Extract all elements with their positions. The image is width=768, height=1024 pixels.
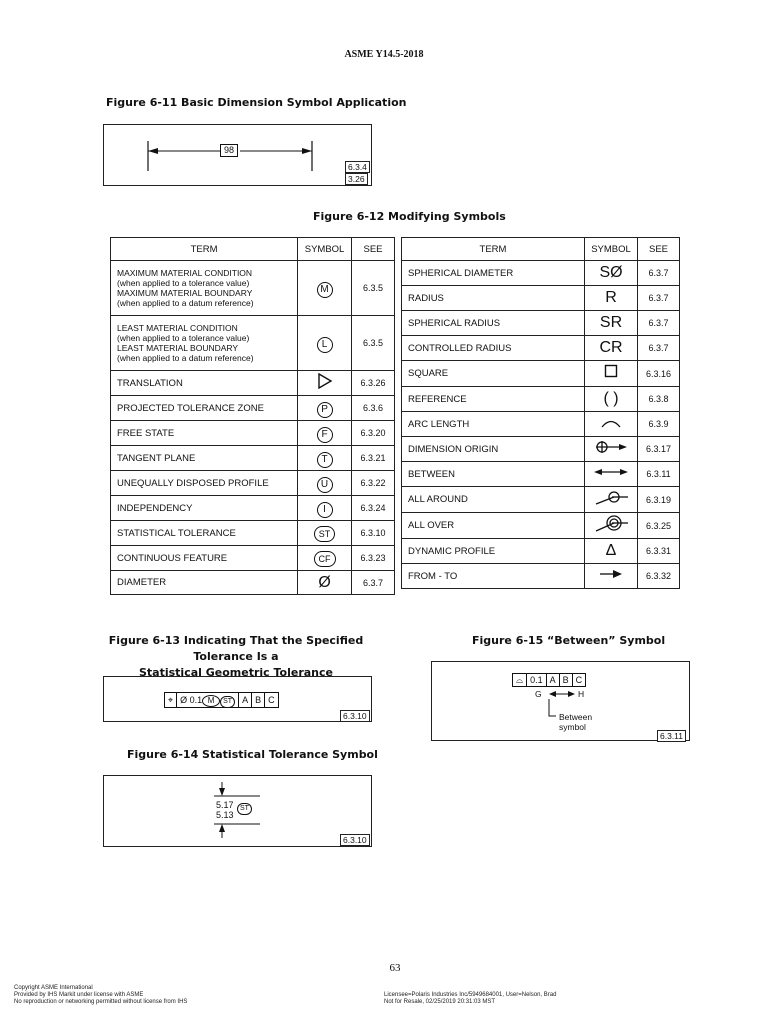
see-cell: 6.3.5 [352,261,395,316]
column-header-symbol: SYMBOL [298,238,352,261]
document-header: ASME Y14.5-2018 [344,49,424,60]
see-cell: 6.3.7 [638,311,680,336]
statistical-icon: ST [220,696,235,708]
figure-6-15-frame [431,661,690,741]
callout-text [559,712,592,732]
reference-icon: ( ) [585,387,638,412]
table-row [402,539,680,564]
table-row [111,371,395,396]
spherical-diameter-icon: SØ [585,261,638,286]
see-cell: 6.3.32 [638,564,680,589]
radius-icon: R [585,286,638,311]
see-cell: 6.3.7 [638,286,680,311]
see-cell: 6.3.24 [352,496,395,521]
table-row [402,311,680,336]
modifying-symbols-table-left [110,237,395,595]
column-header-term: TERM [402,238,585,261]
mmc-icon: M [298,261,352,316]
term-cell: ALL OVER [402,513,585,539]
see-cell: 6.3.10 [352,521,395,546]
between-icon [585,462,638,487]
term-cell: DYNAMIC PROFILE [402,539,585,564]
column-header-see: SEE [352,238,395,261]
footer-line: Licensee=Polaris Industries Inc/5949684001, User=Nelson, Brad [384,992,557,998]
spherical-radius-icon: SR [585,311,638,336]
see-cell: 6.3.11 [638,462,680,487]
table-row [111,496,395,521]
ref-tag: 6.3.10 [340,710,370,722]
term-cell: FROM - TO [402,564,585,589]
see-cell: 6.3.9 [638,412,680,437]
term-cell: TANGENT PLANE [111,446,298,471]
basic-dimension-box: 98 [220,144,238,157]
see-cell: 6.3.7 [638,336,680,361]
statistical-icon: ST [298,521,352,546]
term-cell: ARC LENGTH [402,412,585,437]
table-row [402,412,680,437]
term-cell: MAXIMUM MATERIAL CONDITION (when applied to a tolerance value) MAXIMUM MATERIAL BOUNDARY (when applied to a datum reference) [111,261,298,316]
term-cell: BETWEEN [402,462,585,487]
free-state-icon: F [298,421,352,446]
table-row [111,421,395,446]
tolerance-cell [176,693,238,707]
footer-right [384,992,556,1006]
see-cell: 6.3.17 [638,437,680,462]
translation-icon [298,371,352,396]
footer-line: Provided by IHS Markit under license with ASME [14,992,144,998]
continuous-feature-icon: CF [298,546,352,571]
independency-icon: I [298,496,352,521]
figure-6-12-title: Figure 6-12 Modifying Symbols [313,210,506,223]
term-cell: DIAMETER [111,571,298,595]
term-cell: DIMENSION ORIGIN [402,437,585,462]
all-over-icon [585,513,638,539]
datum-cell: A [546,674,559,686]
term-cell: STATISTICAL TOLERANCE [111,521,298,546]
ref-tag: 6.3.11 [657,730,686,742]
see-cell: 6.3.31 [638,539,680,564]
figure-6-11-title: Figure 6-11 Basic Dimension Symbol Application [106,96,407,109]
term-cell: RADIUS [402,286,585,311]
term-cell: SQUARE [402,361,585,387]
see-cell: 6.3.6 [352,396,395,421]
see-cell: 6.3.20 [352,421,395,446]
limit-dimension [216,800,234,820]
statistical-icon: ST [237,803,252,815]
arc-length-icon [585,412,638,437]
position-icon: ⌖ [168,695,174,705]
table-row [111,571,395,595]
term-cell: TRANSLATION [111,371,298,396]
table-row [402,336,680,361]
tangent-plane-icon: T [298,446,352,471]
table-row [402,564,680,589]
table-row [111,396,395,421]
ref-tag: 3.26 [345,173,368,185]
dimension-origin-icon [585,437,638,462]
square-icon [585,361,638,387]
term-cell: SPHERICAL DIAMETER [402,261,585,286]
see-cell: 6.3.19 [638,487,680,513]
from-label: G [535,689,542,699]
figure-6-14-title: Figure 6-14 Statistical Tolerance Symbol [127,748,378,761]
table-row [402,487,680,513]
projected-zone-icon: P [298,396,352,421]
term-cell: CONTINUOUS FEATURE [111,546,298,571]
term-cell: FREE STATE [111,421,298,446]
datum-cell: B [559,674,572,686]
term-cell: INDEPENDENCY [111,496,298,521]
see-cell: 6.3.16 [638,361,680,387]
term-cell: CONTROLLED RADIUS [402,336,585,361]
see-cell: 6.3.26 [352,371,395,396]
term-cell: PROJECTED TOLERANCE ZONE [111,396,298,421]
table-row [402,286,680,311]
tolerance-value: 0.1 [189,695,203,705]
footer-line: No reproduction or networking permitted without license from IHS [14,999,188,1005]
table-row [402,462,680,487]
table-row [402,513,680,539]
ref-tag: 6.3.10 [340,834,370,846]
callout-line: symbol [559,722,586,732]
table-row [111,316,395,371]
see-cell: 6.3.8 [638,387,680,412]
table-row [402,437,680,462]
all-around-icon [585,487,638,513]
modifying-symbols-table-right [401,237,680,589]
table-row [111,521,395,546]
datum-cell: C [572,674,586,686]
ref-tag: 6.3.4 [345,161,370,173]
see-cell: 6.3.7 [352,571,395,595]
page-number: 63 [389,962,401,974]
figure-6-13-frame [103,676,372,722]
mmc-icon: M [202,695,220,707]
unequal-profile-icon: U [298,471,352,496]
from-to-icon [585,564,638,589]
figure-6-13-title-line1: Figure 6-13 Indicating That the Specified Tolerance Is a [108,634,364,663]
upper-limit: 5.17 [216,800,234,810]
dynamic-profile-icon: Δ [585,539,638,564]
footer-left [14,985,187,1006]
table-row [402,387,680,412]
footer-line: Not for Resale, 02/25/2019 20:31:03 MST [384,999,496,1005]
term-cell: SPHERICAL RADIUS [402,311,585,336]
diameter-icon: Ø [180,695,188,705]
tolerance-cell: 0.1 [526,674,546,686]
see-cell: 6.3.5 [352,316,395,371]
footer-line: Copyright ASME International [14,985,93,991]
figure-6-13-title [90,633,382,681]
see-cell: 6.3.22 [352,471,395,496]
lower-limit: 5.13 [216,810,234,820]
feature-control-frame [164,692,279,708]
term-cell: REFERENCE [402,387,585,412]
see-cell: 6.3.21 [352,446,395,471]
figure-6-13-title-line2: Statistical Geometric Tolerance [138,666,333,679]
table-row [111,446,395,471]
datum-cell: B [251,693,264,707]
lmc-icon: L [298,316,352,371]
see-cell: 6.3.7 [638,261,680,286]
figure-6-15-title: Figure 6-15 “Between” Symbol [472,634,666,647]
datum-cell: A [238,693,251,707]
table-row [111,261,395,316]
see-cell: 6.3.25 [638,513,680,539]
table-row [111,546,395,571]
term-cell: LEAST MATERIAL CONDITION (when applied to a tolerance value) LEAST MATERIAL BOUNDARY (when applied to a datum reference) [111,316,298,371]
see-cell: 6.3.23 [352,546,395,571]
table-row [111,471,395,496]
diameter-icon: Ø [298,571,352,595]
figure-6-14-frame [103,775,372,847]
callout-line: Between [559,712,593,722]
controlled-radius-icon: CR [585,336,638,361]
figure-6-11-frame [103,124,372,186]
to-label: H [578,689,585,699]
term-cell: ALL AROUND [402,487,585,513]
column-header-term: TERM [111,238,298,261]
column-header-see: SEE [638,238,680,261]
table-row [402,261,680,286]
profile-of-surface-icon: ⌓ [516,675,524,685]
column-header-symbol: SYMBOL [585,238,638,261]
term-cell: UNEQUALLY DISPOSED PROFILE [111,471,298,496]
table-row [402,361,680,387]
datum-cell: C [264,693,278,707]
